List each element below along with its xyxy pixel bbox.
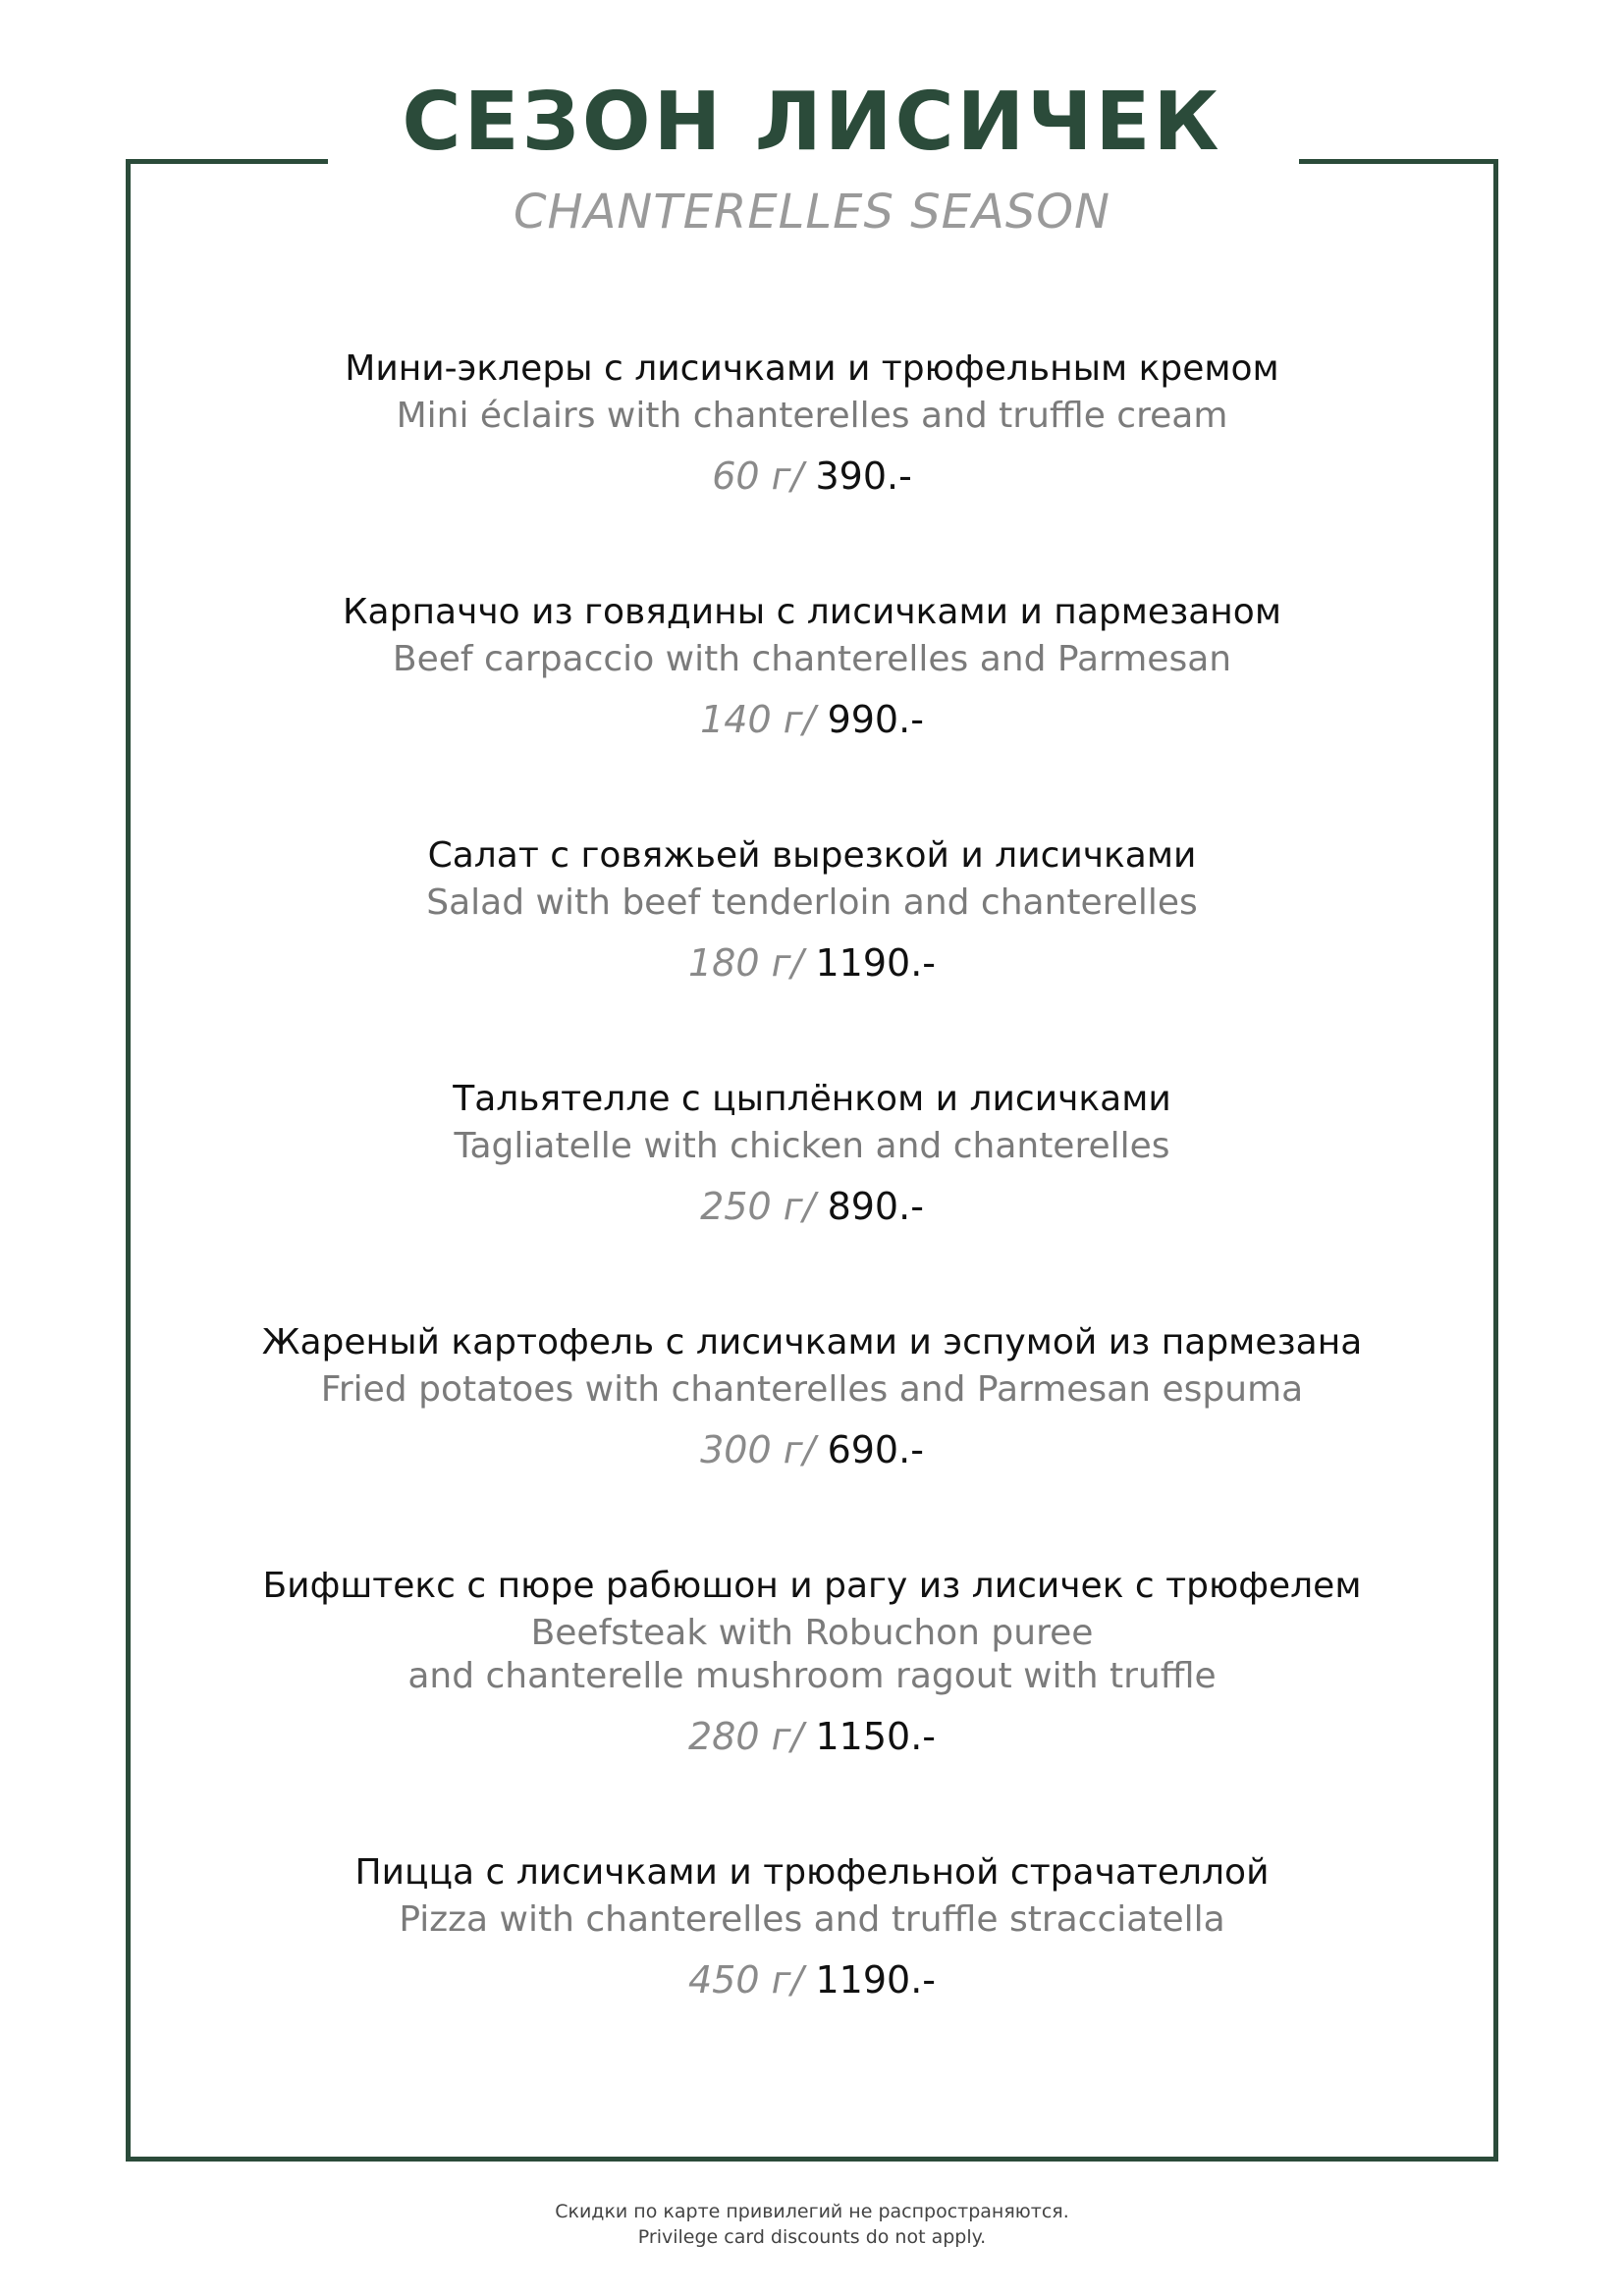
item-name-en: Beef carpaccio with chanterelles and Parmesan [392, 639, 1232, 679]
menu-item [128, 1847, 1496, 2004]
item-name-en: Mini éclairs with chanterelles and truffle cream [396, 396, 1228, 436]
footer-line-ru: Скидки по карте привилегий не распространяются. [555, 2201, 1069, 2222]
item-price-line [128, 452, 1496, 501]
item-name-ru: Тальятелле с цыплёнком и лисичками [453, 1079, 1171, 1119]
item-name-en: Beefsteak with Robuchon puree and chanterelle mushroom ragout with truffle [407, 1613, 1217, 1696]
item-weight: 300 г/ [700, 1428, 816, 1471]
item-price: 390.- [815, 454, 912, 498]
item-price: 1150.- [815, 1715, 936, 1758]
item-price-line [128, 1712, 1496, 1761]
menu-item [128, 1561, 1496, 1761]
item-price: 690.- [827, 1428, 924, 1471]
footer-note [0, 2199, 1624, 2250]
item-name-ru: Жареный картофель с лисичками и эспумой из пармезана [261, 1322, 1363, 1362]
item-price-line [128, 695, 1496, 744]
item-name-ru: Пицца с лисичками и трюфельной страчателлой [354, 1852, 1270, 1893]
item-price-line [128, 1182, 1496, 1231]
item-price-line [128, 1955, 1496, 2004]
item-name-en: Fried potatoes with chanterelles and Parmesan espuma [320, 1369, 1304, 1410]
page-subtitle: CHANTERELLES SEASON [513, 185, 1110, 240]
item-price-line [128, 1425, 1496, 1474]
item-name-ru: Мини-эклеры с лисичками и трюфельным кремом [345, 348, 1279, 389]
footer-line-en: Privilege card discounts do not apply. [637, 2226, 987, 2248]
item-weight: 140 г/ [700, 698, 816, 741]
title-block [0, 76, 1624, 240]
menu-item [128, 1074, 1496, 1231]
item-weight: 250 г/ [700, 1185, 816, 1228]
item-name-ru: Бифштекс с пюре рабюшон и рагу из лисичек с трюфелем [262, 1566, 1362, 1606]
item-name-en: Salad with beef tenderloin and chanterelles [426, 882, 1198, 923]
item-name-en: Tagliatelle with chicken and chanterelles [454, 1126, 1170, 1166]
menu-list [128, 344, 1496, 2091]
frame-bottom-line [126, 2157, 1498, 2162]
menu-item [128, 587, 1496, 744]
item-price: 1190.- [815, 941, 936, 985]
item-name-en: Pizza with chanterelles and truffle stracciatella [399, 1899, 1225, 1940]
item-weight: 60 г/ [712, 454, 804, 498]
item-price: 1190.- [815, 1958, 936, 2002]
page-title: СЕЗОН ЛИСИЧЕК [402, 76, 1222, 169]
item-price: 890.- [827, 1185, 924, 1228]
item-name-ru: Карпаччо из говядины с лисичками и пармезаном [343, 592, 1281, 632]
menu-item [128, 344, 1496, 501]
menu-item [128, 1317, 1496, 1474]
menu-item [128, 830, 1496, 988]
item-weight: 180 г/ [688, 941, 804, 985]
item-price-line [128, 938, 1496, 988]
item-weight: 450 г/ [688, 1958, 804, 2002]
item-name-ru: Салат с говяжьей вырезкой и лисичками [427, 835, 1197, 876]
item-price: 990.- [827, 698, 924, 741]
item-weight: 280 г/ [688, 1715, 804, 1758]
